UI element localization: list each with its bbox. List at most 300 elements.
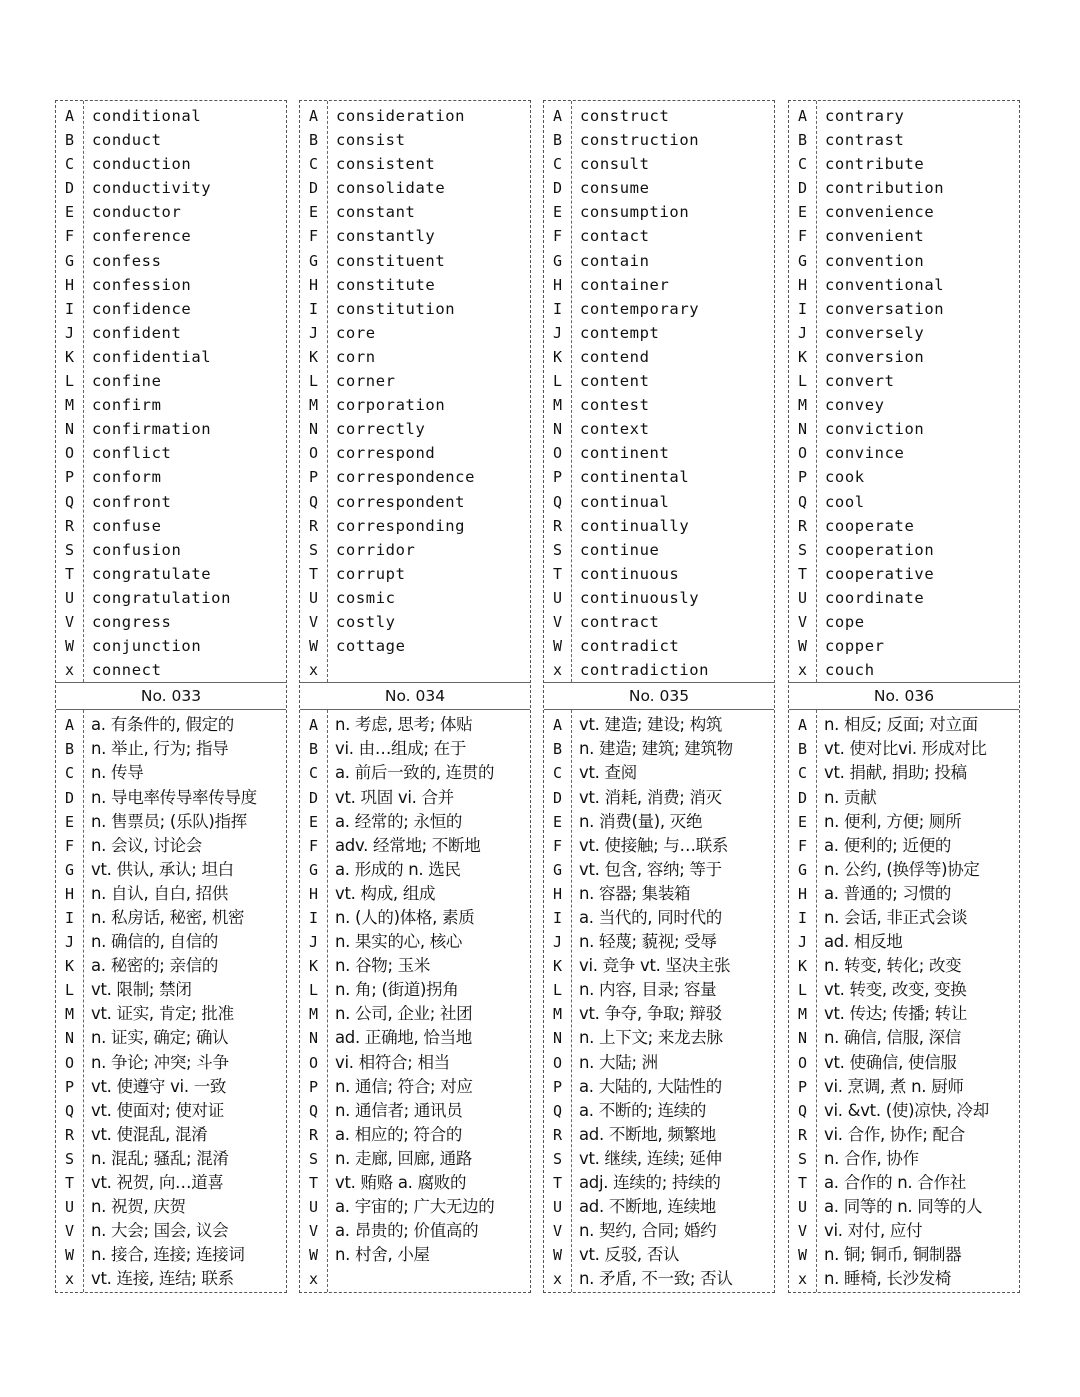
row-letter: N [64, 420, 75, 439]
row-letter: I [64, 299, 75, 318]
chinese-definition: n. 轻蔑; 藐视; 受辱 [579, 932, 717, 952]
english-word: contain [580, 251, 650, 270]
row-letter: J [308, 933, 319, 952]
chinese-definition: vi. 相符合; 相当 [335, 1052, 450, 1072]
row-letter: U [64, 588, 75, 607]
row-letter: J [797, 323, 808, 342]
chinese-definition: n. 祝贺, 庆贺 [91, 1197, 186, 1217]
row-letter: S [64, 540, 75, 559]
english-word [328, 658, 530, 682]
chinese-definition: n. 合作, 协作 [824, 1148, 919, 1168]
chinese-definition: a. 相应的; 符合的 [335, 1124, 463, 1144]
row-letter: A [308, 716, 319, 735]
row-letter: N [797, 1029, 808, 1048]
english-word: constant [336, 203, 416, 222]
chinese-definition: vt. 连接, 连结; 联系 [91, 1269, 234, 1289]
row-letter: M [797, 1005, 808, 1024]
row-letter: S [552, 540, 563, 559]
english-word: context [580, 420, 650, 439]
row-letter: x [552, 661, 563, 680]
chinese-definition: a. 普通的; 习惯的 [824, 883, 952, 903]
row-letter: K [308, 347, 319, 366]
english-word: constitution [336, 299, 456, 318]
chinese-definition: a. 前后一致的, 连贯的 [335, 763, 495, 783]
row-letter: D [308, 179, 319, 198]
definition-column [572, 710, 774, 1291]
row-letter: A [797, 716, 808, 735]
english-word: conduction [92, 155, 192, 174]
row-letter: x [797, 661, 808, 680]
row-letter: N [64, 1029, 75, 1048]
english-word: consumption [580, 203, 690, 222]
letter-column [56, 101, 84, 682]
chinese-definition: n. 果实的心, 核心 [335, 932, 463, 952]
english-word: content [580, 372, 650, 391]
row-letter: S [308, 540, 319, 559]
row-letter: B [797, 131, 808, 150]
row-letter: T [552, 564, 563, 583]
chinese-definition: n. 矛盾, 不一致; 否认 [579, 1269, 733, 1289]
row-letter: V [64, 612, 75, 631]
chinese-definition: a. 经常的; 永恒的 [335, 811, 463, 831]
chinese-definition: n. 转变, 转化; 改变 [824, 956, 962, 976]
english-word: cooperation [825, 540, 935, 559]
row-letter: I [797, 909, 808, 927]
chinese-definition: ad. 不断地, 连续地 [579, 1197, 716, 1217]
english-word: contradiction [580, 661, 710, 680]
chinese-definition: a. 大陆的, 大陆性的 [579, 1076, 722, 1096]
card-number: No. 033 [56, 682, 286, 710]
row-letter: K [64, 347, 75, 366]
chinese-definition: a. 便利的; 近便的 [824, 835, 952, 855]
row-letter: E [552, 203, 563, 222]
english-word: contemporary [580, 299, 700, 318]
english-word: costly [336, 612, 396, 631]
row-letter: W [552, 1246, 563, 1265]
word-list [300, 101, 530, 682]
chinese-definition: n. 通信者; 通讯员 [335, 1100, 463, 1120]
row-letter: L [552, 981, 563, 1000]
chinese-definition: vi. 合作, 协作; 配合 [824, 1124, 965, 1144]
row-letter: E [797, 812, 808, 831]
row-letter: R [308, 1125, 319, 1144]
row-letter: V [308, 1222, 319, 1241]
english-word: consideration [336, 107, 466, 125]
english-word: cope [825, 612, 865, 631]
english-word: corn [336, 347, 376, 366]
letter-column [789, 101, 817, 682]
chinese-definition: vt. 包含, 容纳; 等于 [579, 859, 722, 879]
card-number: No. 035 [544, 682, 774, 710]
row-letter: O [64, 444, 75, 463]
english-word: confidence [92, 299, 192, 318]
english-word: congress [92, 612, 172, 631]
chinese-definition: n. 确信, 信服, 深信 [824, 1028, 962, 1048]
row-letter: L [552, 372, 563, 391]
row-letter: W [552, 637, 563, 656]
row-letter: M [308, 396, 319, 415]
row-letter: F [797, 836, 808, 855]
row-letter: E [64, 812, 75, 831]
english-word: constantly [336, 227, 436, 246]
chinese-definition: n. 相反; 反面; 对立面 [824, 715, 978, 735]
english-word: consult [580, 155, 650, 174]
letter-column [544, 101, 572, 682]
row-letter: F [308, 836, 319, 855]
row-letter: F [64, 836, 75, 855]
chinese-definition: vt. 使混乱, 混淆 [91, 1124, 208, 1144]
row-letter: F [552, 836, 563, 855]
row-letter: B [64, 131, 75, 150]
row-letter: T [64, 1174, 75, 1193]
row-letter: L [64, 372, 75, 391]
row-letter: V [797, 612, 808, 631]
row-letter: x [308, 661, 319, 680]
chinese-definition: n. 会话, 非正式会谈 [824, 908, 968, 927]
row-letter: M [308, 1005, 319, 1024]
english-word: core [336, 323, 376, 342]
chinese-definition: n. 自认, 自白, 招供 [91, 883, 229, 903]
english-word: confirm [92, 396, 162, 415]
row-letter: L [64, 981, 75, 1000]
row-letter: U [308, 1198, 319, 1217]
chinese-definition: n. 举止, 行为; 指导 [91, 739, 229, 759]
chinese-definition: adv. 经常地; 不断地 [335, 835, 481, 855]
chinese-definition: a. 同等的 n. 同等的人 [824, 1197, 983, 1217]
english-word: conventional [825, 275, 945, 294]
row-letter: J [64, 323, 75, 342]
row-letter: Q [552, 492, 563, 511]
english-word: convenience [825, 203, 935, 222]
row-letter: Q [64, 492, 75, 511]
chinese-definition: n. 大陆; 洲 [579, 1052, 658, 1072]
chinese-definition: ad. 相反地 [824, 932, 903, 952]
row-letter: U [552, 1198, 563, 1217]
row-letter: D [308, 788, 319, 807]
word-list [544, 101, 774, 682]
row-letter: E [308, 203, 319, 222]
word-card-1 [55, 100, 287, 1293]
english-word: cook [825, 468, 865, 487]
chinese-definition: a. 有条件的, 假定的 [91, 715, 234, 735]
chinese-definition: n. 会议, 讨论会 [91, 835, 202, 855]
row-letter: W [308, 637, 319, 656]
chinese-definition: n. 通信; 符合; 对应 [335, 1076, 473, 1096]
chinese-definition: n. 公约, (换俘等)协定 [824, 859, 980, 879]
chinese-definition: a. 不断的; 连续的 [579, 1100, 707, 1120]
english-word: consume [580, 179, 650, 198]
row-letter: R [64, 516, 75, 535]
word-column [328, 101, 530, 682]
english-word: conditional [92, 107, 202, 125]
english-word: cosmic [336, 588, 396, 607]
row-letter: N [797, 420, 808, 439]
row-letter: O [64, 1053, 75, 1072]
row-letter: G [797, 860, 808, 879]
word-list [789, 101, 1019, 682]
chinese-definition [328, 1267, 530, 1291]
letter-column [789, 710, 817, 1291]
chinese-definition: vt. 供认, 承认; 坦白 [91, 859, 234, 879]
letter-column [300, 101, 328, 682]
english-word: conjunction [92, 637, 202, 656]
chinese-definition: n. 契约, 合同; 婚约 [579, 1221, 717, 1241]
row-letter: x [64, 1270, 75, 1289]
english-word: container [580, 275, 670, 294]
chinese-definition: vt. 限制; 禁闭 [91, 980, 192, 1000]
english-word: confront [92, 492, 172, 511]
row-letter: T [64, 564, 75, 583]
english-word: conversion [825, 347, 925, 366]
row-letter: G [64, 860, 75, 879]
row-letter: U [64, 1198, 75, 1217]
chinese-definition: vt. 查阅 [579, 763, 637, 783]
chinese-definition: a. 宇宙的; 广大无边的 [335, 1197, 495, 1217]
chinese-definition: n. 铜; 铜币, 铜制器 [824, 1245, 962, 1265]
english-word: corrupt [336, 564, 406, 583]
english-word: convince [825, 444, 905, 463]
chinese-definition: a. 秘密的; 亲信的 [91, 956, 219, 976]
row-letter: S [308, 1149, 319, 1168]
english-word: conversation [825, 299, 945, 318]
row-letter: W [308, 1246, 319, 1265]
english-word: constituent [336, 251, 446, 270]
row-letter: R [552, 1125, 563, 1144]
english-word: continually [580, 516, 690, 535]
row-letter: x [64, 661, 75, 680]
row-letter: T [308, 564, 319, 583]
chinese-definition: vt. 继续, 连续; 延伸 [579, 1148, 722, 1168]
letter-column [300, 710, 328, 1291]
row-letter: U [797, 1198, 808, 1217]
english-word: connect [92, 661, 162, 680]
chinese-definition: n. 混乱; 骚乱; 混淆 [91, 1148, 229, 1168]
english-word: corridor [336, 540, 416, 559]
row-letter: Q [308, 1101, 319, 1120]
row-letter: S [797, 540, 808, 559]
row-letter: A [308, 107, 319, 125]
english-word: cottage [336, 637, 406, 656]
row-letter: N [552, 1029, 563, 1048]
chinese-definition: n. 争论; 冲突; 斗争 [91, 1052, 229, 1072]
row-letter: P [552, 468, 563, 487]
chinese-definition: a. 昂贵的; 价值高的 [335, 1221, 479, 1241]
definition-list [789, 710, 1019, 1291]
row-letter: B [552, 131, 563, 150]
row-letter: H [797, 884, 808, 903]
row-letter: J [797, 933, 808, 952]
row-letter: D [552, 179, 563, 198]
english-word: continent [580, 444, 670, 463]
row-letter: H [64, 884, 75, 903]
row-letter: E [797, 203, 808, 222]
row-letter: I [308, 299, 319, 318]
english-word: cooperative [825, 564, 935, 583]
row-letter: T [552, 1174, 563, 1193]
english-word: corresponding [336, 516, 466, 535]
english-word: continuous [580, 564, 680, 583]
row-letter: I [552, 909, 563, 927]
row-letter: S [797, 1149, 808, 1168]
row-letter: Q [552, 1101, 563, 1120]
row-letter: L [308, 372, 319, 391]
row-letter: L [308, 981, 319, 1000]
chinese-definition: n. 内容, 目录; 容量 [579, 980, 717, 1000]
row-letter: W [797, 637, 808, 656]
card-number: No. 034 [300, 682, 530, 710]
english-word: cooperate [825, 516, 915, 535]
chinese-definition: vt. 使遵守 vi. 一致 [91, 1076, 227, 1096]
english-word: confess [92, 251, 162, 270]
row-letter: A [64, 716, 75, 735]
chinese-definition: n. 售票员; (乐队)指挥 [91, 811, 247, 831]
english-word: conductivity [92, 179, 212, 198]
english-word: confirmation [92, 420, 212, 439]
row-letter: O [797, 1053, 808, 1072]
row-letter: W [64, 1246, 75, 1265]
chinese-definition: n. 确信的, 自信的 [91, 932, 219, 952]
row-letter: B [552, 740, 563, 759]
english-word: confession [92, 275, 192, 294]
row-letter: H [552, 884, 563, 903]
english-word: conduct [92, 131, 162, 150]
chinese-definition: vt. 贿赂 a. 腐败的 [335, 1173, 467, 1193]
english-word: constitute [336, 275, 436, 294]
row-letter: W [797, 1246, 808, 1265]
chinese-definition: vt. 反驳, 否认 [579, 1245, 680, 1265]
row-letter: B [797, 740, 808, 759]
row-letter: O [552, 444, 563, 463]
chinese-definition: ad. 正确地, 恰当地 [335, 1028, 472, 1048]
chinese-definition: vt. 消耗, 消费; 消灭 [579, 787, 722, 807]
english-word: coordinate [825, 588, 925, 607]
word-column [84, 101, 286, 682]
row-letter: F [308, 227, 319, 246]
english-word: convenient [825, 227, 925, 246]
chinese-definition: vt. 转变, 改变, 变换 [824, 980, 967, 1000]
english-word: continual [580, 492, 670, 511]
row-letter: I [308, 909, 319, 927]
chinese-definition: vt. 使接触; 与…联系 [579, 835, 729, 855]
row-letter: D [64, 179, 75, 198]
chinese-definition: vi. 对付, 应付 [824, 1221, 923, 1241]
english-word: contend [580, 347, 650, 366]
english-word: couch [825, 661, 875, 680]
row-letter: A [797, 107, 808, 125]
row-letter: V [552, 1222, 563, 1241]
row-letter: P [308, 1077, 319, 1096]
chinese-definition: n. 睡椅, 长沙发椅 [824, 1269, 952, 1289]
row-letter: P [552, 1077, 563, 1096]
english-word: contempt [580, 323, 660, 342]
row-letter: U [308, 588, 319, 607]
chinese-definition: a. 形成的 n. 选民 [335, 859, 461, 879]
row-letter: D [797, 179, 808, 198]
row-letter: R [552, 516, 563, 535]
row-letter: J [64, 933, 75, 952]
row-letter: N [308, 1029, 319, 1048]
row-letter: U [797, 588, 808, 607]
row-letter: J [552, 933, 563, 952]
row-letter: H [64, 275, 75, 294]
row-letter: G [797, 251, 808, 270]
row-letter: H [797, 275, 808, 294]
english-word: conform [92, 468, 162, 487]
chinese-definition: a. 当代的, 同时代的 [579, 908, 722, 927]
row-letter: G [308, 251, 319, 270]
english-word: congratulation [92, 588, 232, 607]
english-word: correspond [336, 444, 436, 463]
chinese-definition: n. 贡献 [824, 787, 877, 807]
row-letter: A [552, 107, 563, 125]
chinese-definition: n. 导电率传导率传导度 [91, 787, 257, 807]
chinese-definition: n. (人的)体格, 素质 [335, 908, 475, 927]
english-word: contradict [580, 637, 680, 656]
row-letter: W [64, 637, 75, 656]
row-letter: L [797, 372, 808, 391]
english-word: correspondence [336, 468, 476, 487]
row-letter: F [797, 227, 808, 246]
row-letter: K [552, 957, 563, 976]
chinese-definition: n. 建造; 建筑; 建筑物 [579, 739, 733, 759]
row-letter: O [308, 1053, 319, 1072]
chinese-definition: ad. 不断地, 频繁地 [579, 1124, 716, 1144]
english-word: congratulate [92, 564, 212, 583]
chinese-definition: vt. 使对比vi. 形成对比 [824, 739, 987, 759]
row-letter: S [552, 1149, 563, 1168]
english-word: convert [825, 372, 895, 391]
row-letter: P [64, 468, 75, 487]
chinese-definition: vi. 由…组成; 在于 [335, 739, 467, 759]
row-letter: M [64, 1005, 75, 1024]
chinese-definition: vi. &vt. (使)凉快, 冷却 [824, 1100, 989, 1120]
word-column [817, 101, 1019, 682]
word-card-2 [299, 100, 531, 1293]
english-word: continental [580, 468, 690, 487]
chinese-definition: adj. 连续的; 持续的 [579, 1173, 721, 1193]
chinese-definition: vt. 争夺, 争取; 辩驳 [579, 1004, 722, 1024]
row-letter: D [797, 788, 808, 807]
chinese-definition: n. 考虑, 思考; 体贴 [335, 715, 473, 735]
english-word: confine [92, 372, 162, 391]
row-letter: P [308, 468, 319, 487]
row-letter: C [64, 764, 75, 783]
english-word: confidential [92, 347, 212, 366]
english-word: conductor [92, 203, 182, 222]
chinese-definition: n. 证实, 确定; 确认 [91, 1028, 229, 1048]
chinese-definition: vi. 竞争 vt. 坚决主张 [579, 956, 731, 976]
english-word: construction [580, 131, 700, 150]
definition-column [84, 710, 286, 1291]
row-letter: x [797, 1270, 808, 1289]
row-letter: J [552, 323, 563, 342]
english-word: consistent [336, 155, 436, 174]
row-letter: R [64, 1125, 75, 1144]
chinese-definition: n. 便利, 方便; 厕所 [824, 811, 962, 831]
row-letter: B [308, 740, 319, 759]
chinese-definition: n. 村舍, 小屋 [335, 1245, 430, 1265]
row-letter: B [64, 740, 75, 759]
row-letter: S [64, 1149, 75, 1168]
row-letter: O [308, 444, 319, 463]
row-letter: K [64, 957, 75, 976]
row-letter: E [552, 812, 563, 831]
row-letter: A [64, 107, 75, 125]
english-word: confident [92, 323, 182, 342]
row-letter: F [64, 227, 75, 246]
chinese-definition: vt. 祝贺, 向…道喜 [91, 1173, 224, 1193]
chinese-definition: vt. 证实, 肯定; 批准 [91, 1004, 234, 1024]
